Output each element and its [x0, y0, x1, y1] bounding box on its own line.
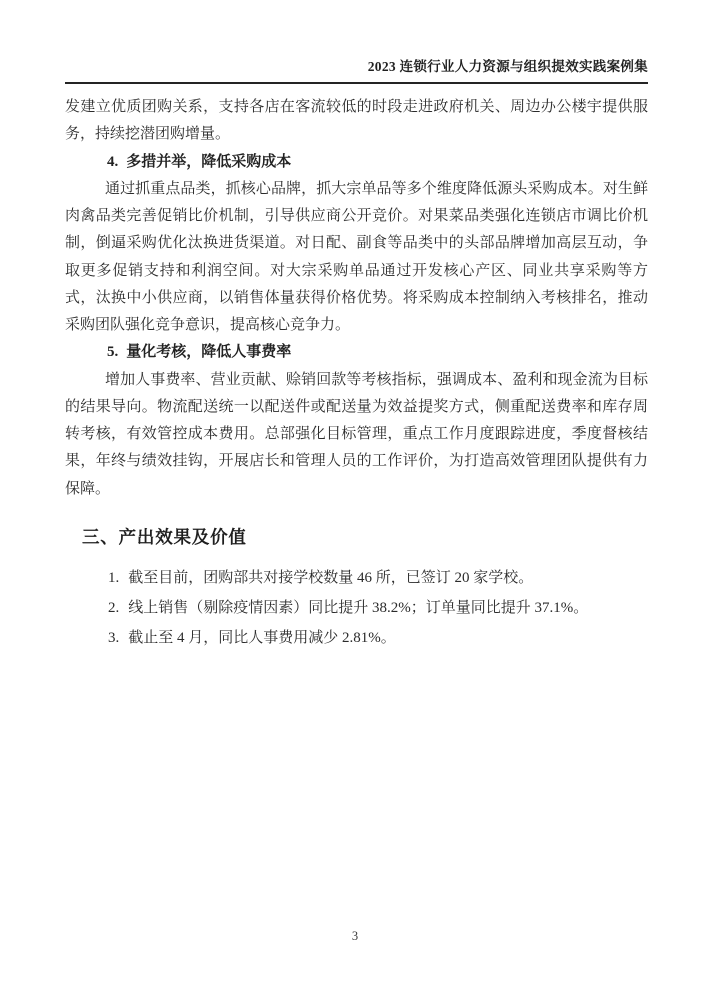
heading-5-number: 5. [107, 344, 119, 361]
heading-4-title: 多措并举，降低采购成本 [126, 153, 292, 170]
results-list [65, 565, 648, 652]
heading-5-personnel-cost [65, 339, 648, 366]
heading-4-procurement-cost [65, 149, 648, 176]
heading-4-number: 4. [107, 153, 119, 170]
result-item-1-number: 1. [108, 569, 120, 586]
paragraph-procurement-cost: 通过抓重点品类，抓核心品牌，抓大宗单品等多个维度降低源头采购成本。对生鲜肉禽品类完善促销比价机制，引导供应商公开竞价。对果菜品类强化连锁店市调比价机制，倒逼采购优化汰换进货渠道。对日配、副食等品类中的头部品牌增加高层互动，争取更多促销支持和利润空间。对大宗采购单品通过开发核心产区、同业共享采购等方式，汰换中小供应商，以销售体量获得价格优势。将采购成本控制纳入考核排名，推动采购团队强化竞争意识，提高核心竞争力。 [65, 180, 648, 333]
result-item-personnel-expense [65, 625, 648, 652]
result-item-schools [65, 565, 648, 592]
header-title: 2023 连锁行业人力资源与组织提效实践案例集 [367, 59, 648, 74]
result-item-3-number: 3. [108, 629, 120, 646]
result-item-online-sales [65, 595, 648, 622]
result-item-1-text: 截至目前，团购部共对接学校数量 46 所，已签订 20 家学校。 [128, 569, 534, 586]
result-item-2-text: 线上销售（剔除疫情因素）同比提升 38.2%；订单量同比提升 37.1%。 [128, 599, 589, 616]
result-item-3-text: 截止至 4 月，同比人事费用减少 2.81%。 [128, 629, 396, 646]
result-item-2-number: 2. [108, 599, 120, 616]
paragraph-team-purchase-continuation: 发建立优质团购关系，支持各店在客流较低的时段走进政府机关、周边办公楼宇提供服务，持续挖潜团购增量。 [65, 99, 648, 143]
section-heading-output-value: 三、产出效果及价值 [82, 526, 247, 547]
heading-5-title: 量化考核，降低人事费率 [126, 344, 292, 361]
paragraph-personnel-assessment: 增加人事费率、营业贡献、赊销回款等考核指标，强调成本、盈利和现金流为目标的结果导向。物流配送统一以配送件或配送量为效益提奖方式，侧重配送费率和库存周转考核，有效管控成本费用。总部强化目标管理，重点工作月度跟踪进度，季度督核结果，年终与绩效挂钩，开展店长和管理人员的工作评价，为打造高效管理团队提供有力保障。 [65, 371, 648, 497]
page-header [65, 0, 648, 84]
page-number: 3 [351, 929, 359, 943]
document-body [65, 94, 648, 652]
header-rule [65, 82, 648, 84]
